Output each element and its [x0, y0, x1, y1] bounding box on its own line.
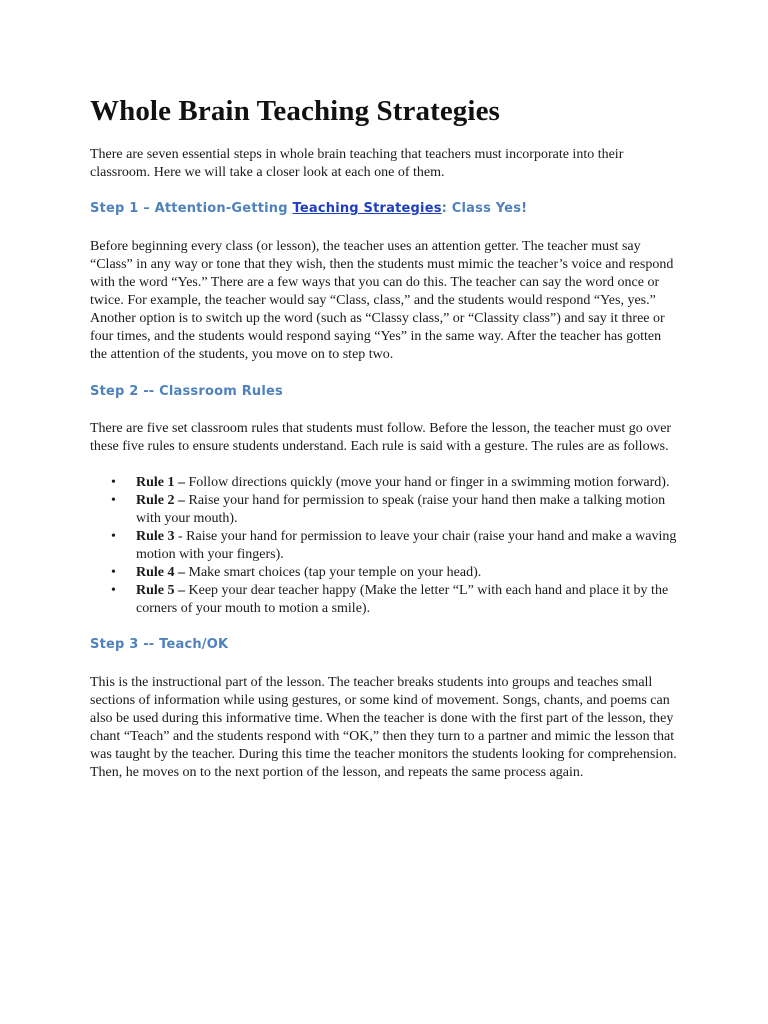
rule-label: Rule 2 – [136, 493, 185, 508]
rule-label: Rule 1 – [136, 475, 185, 490]
bullet-icon: • [111, 475, 116, 490]
document-title: Whole Brain Teaching Strategies [90, 95, 500, 127]
bullet-icon: • [111, 565, 116, 580]
rule-label: Rule 5 – [136, 583, 185, 598]
bullet-icon: • [111, 529, 116, 544]
step-2-paragraph: There are five set classroom rules that students must follow. Before the lesson, the teacher must go over these five rules to ensure students understand. Each rule is said with a gesture. The rules are as follows. [90, 421, 672, 454]
rule-text: Make smart choices (tap your temple on your head). [185, 565, 482, 580]
step-1-heading-suffix: : Class Yes! [441, 201, 528, 216]
document-page [90, 94, 680, 782]
rule-label: Rule 4 – [136, 565, 185, 580]
rule-item-3 [111, 528, 680, 564]
step-3-paragraph: This is the instructional part of the lesson. The teacher breaks students into groups and teaches small sections of information while using gestures, or some kind of movement. Songs, chants, and poems can also be used during this informative time. When the teacher is done with the first part of the lesson, they chant “Teach” and the students respond with “OK,” then they turn to a partner and mimic the lesson that was taught by the teacher. During this time the teacher monitors the students looking for comprehension. Then, he moves on to the next portion of the lesson, and repeats the same process again. [90, 675, 677, 780]
rule-text: Keep your dear teacher happy (Make the letter “L” with each hand and place it by the corners of your mouth to motion a smile). [136, 583, 669, 616]
bullet-icon: • [111, 583, 116, 598]
step-1-heading [90, 200, 680, 218]
step-2-heading: Step 2 -- Classroom Rules [90, 384, 283, 399]
rule-text: - Raise your hand for permission to leave your chair (raise your hand and make a waving motion with your fingers). [136, 529, 677, 562]
rule-label: Rule 3 [136, 529, 175, 544]
step-1-heading-prefix: Step 1 – Attention-Getting [90, 201, 293, 216]
rule-text: Raise your hand for permission to speak (raise your hand then make a talking motion with your mouth). [136, 493, 666, 526]
rule-item-1 [111, 474, 680, 492]
intro-paragraph: There are seven essential steps in whole brain teaching that teachers must incorporate into their classroom. Here we will take a closer look at each one of them. [90, 147, 624, 180]
teaching-strategies-link[interactable]: Teaching Strategies [292, 201, 442, 216]
step-3-heading: Step 3 -- Teach/OK [90, 637, 229, 652]
rule-item-2 [111, 492, 680, 528]
step-1-paragraph: Before beginning every class (or lesson), the teacher uses an attention getter. The teacher must say “Class” in any way or tone that they wish, then the students must mimic the teacher’s voice and respond with the word “Yes.” There are a few ways that you can do this. The teacher can say the word once or twice. For example, the teacher would say “Class, class,” and the students would respond “Yes, yes.” Another option is to switch up the word (such as “Classy class,” or “Classity class”) and say it three or four times, and the students would respond saying “Yes” in the same way. After the teacher has gotten the attention of the students, you move on to step two. [90, 239, 674, 362]
bullet-icon: • [111, 493, 116, 508]
rule-item-5 [111, 582, 680, 618]
rule-text: Follow directions quickly (move your hand or finger in a swimming motion forward). [185, 475, 670, 490]
rules-list [90, 474, 680, 618]
rule-item-4 [111, 564, 680, 582]
